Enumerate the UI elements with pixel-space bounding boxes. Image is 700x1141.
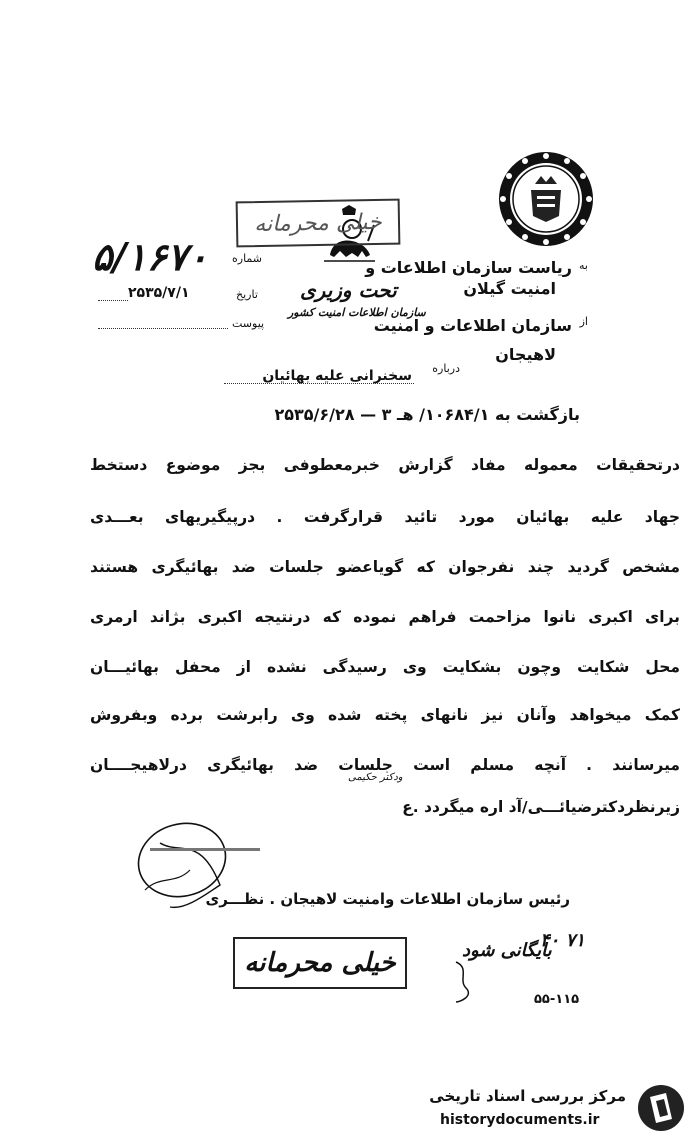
document-code: ۵۵-۱۱۵ — [534, 992, 580, 1007]
handwritten-archive-note: بایگانی شود — [462, 940, 552, 961]
signatory-title: رئیس سازمان اطلاعات وامنیت لاهیجان . نظـــری — [205, 890, 570, 908]
date-value: ۲۵۳۵/۷/۱ — [128, 285, 190, 301]
attachment-label: پیوست — [232, 317, 265, 330]
body-line-8: زیرنظردکترضیائـــی/آد اره میگردد .ع — [402, 798, 680, 816]
body-line-4: برای اکبری نانوا مزاحمت فراهم نموده که درنتیجه اکبری بژاند ارمری — [90, 608, 680, 626]
margin-note: ودکتر حکیمی — [348, 772, 403, 783]
attachment-dots — [98, 328, 228, 329]
from-label: از — [579, 315, 588, 328]
stamp-flourish — [452, 958, 482, 1006]
subject-value: سخنرانی علیه بهائیان — [262, 368, 412, 384]
signature-underline — [150, 848, 260, 851]
body-line-6: کمک میخواهد وآنان نیز نانهای پخته شده وی رابرشت برده وبفروش — [90, 706, 680, 724]
watermark-logo-icon — [636, 1083, 686, 1133]
subject-dots — [224, 383, 414, 384]
confidential-stamp-top-text: خیلی محرمانه — [254, 209, 382, 237]
watermark-url: historydocuments.ir — [440, 1112, 600, 1128]
from-line-2: لاهیجان — [495, 345, 556, 364]
body-line-2: جهاد علیه بهائیان مورد تائید قرارگرفت . درپیگیریهای بعـــدی — [90, 508, 680, 526]
number-value: ۵/۱۶۷۰ — [92, 234, 208, 279]
handwritten-note-2: سازمان اطلاعات امنیت کشور — [288, 306, 426, 319]
body-line-3: مشخص گردید چند نفرجوان که گویاعضو جلسات ضد بهائیگری هستند — [90, 558, 680, 576]
subject-label: درباره — [432, 362, 460, 375]
reference-line: بازگشت به ۱۰۶۸۴/۱/ هـ ۳ — ۲۵۳۵/۶/۲۸ — [274, 405, 580, 424]
handwritten-note-1: تحت وزیری — [300, 278, 397, 302]
to-line-2: امنیت گیلان — [463, 279, 556, 298]
watermark-title: مرکز بررسی اسناد تاریخی — [429, 1087, 626, 1105]
handwritten-numbers: ۴۰ ۷۱ — [540, 930, 585, 951]
body-line-5: محل شکایت وچون بشکایت وی رسیدگی نشده از محفل بهائیـــان — [90, 658, 680, 676]
from-line-1: سازمان اطلاعات و امنیت — [373, 316, 572, 335]
confidential-stamp-bottom-text: خیلی محرمانه — [244, 948, 396, 978]
date-dots — [98, 300, 128, 301]
body-line-1: درتحقیقات معموله مفاد گزارش خبرمعطوفی بجز موضوع دستخط — [90, 456, 680, 474]
to-line-1: ریاست سازمان اطلاعات و — [365, 258, 572, 277]
imperial-emblem — [497, 150, 595, 248]
confidential-stamp-bottom — [233, 937, 407, 989]
confidential-stamp-top — [236, 199, 401, 248]
body-line-7: میرسانند . آنچه مسلم است جلسات ضد بهائیگری درلاهیجــــان — [90, 756, 680, 774]
to-label: به — [579, 259, 588, 272]
date-label: تاریخ — [236, 288, 258, 301]
number-label: شماره — [232, 252, 263, 265]
